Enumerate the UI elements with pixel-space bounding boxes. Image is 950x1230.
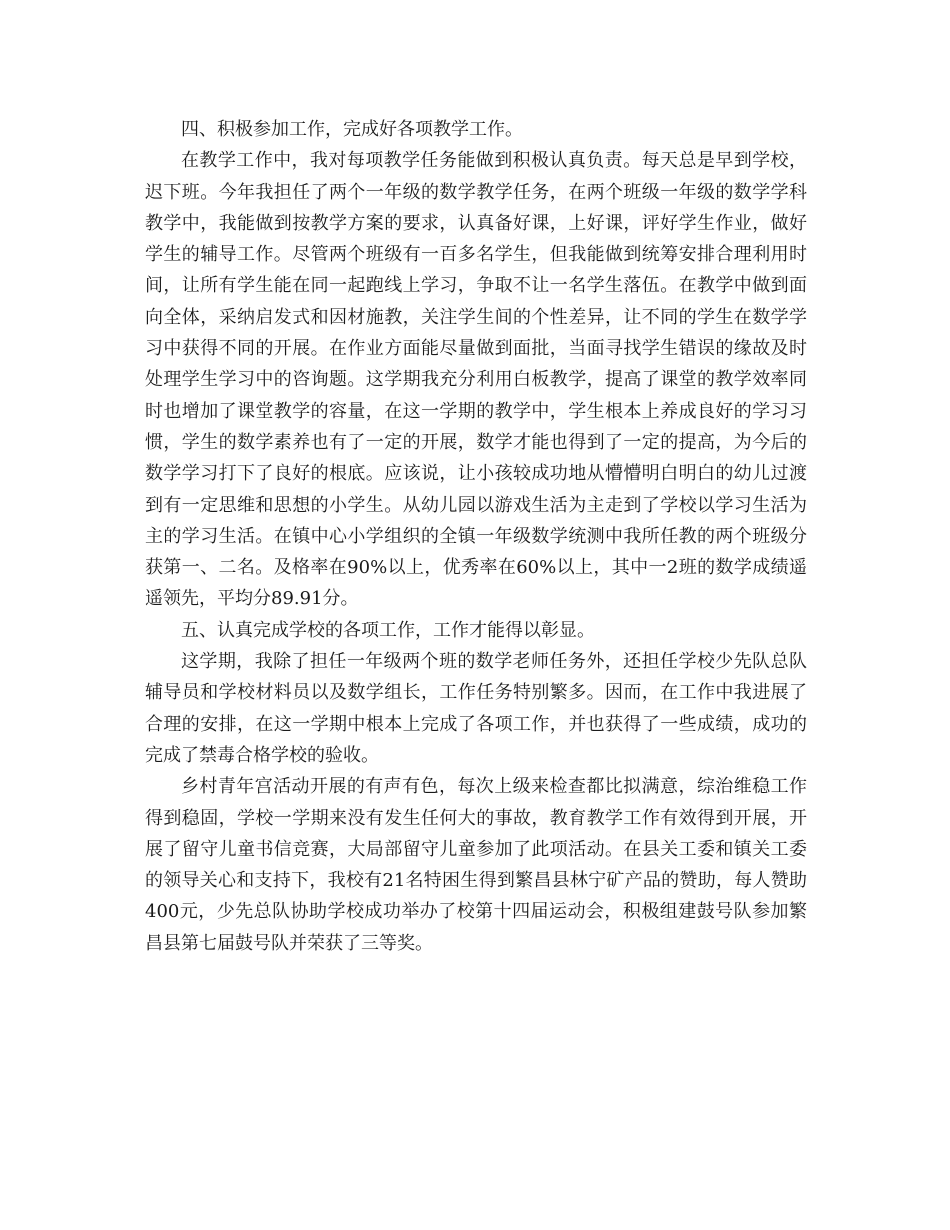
paragraph-activities: 乡村青年宫活动开展的有声有色，每次上级来检查都比拟满意，综治维稳工作得到稳固，学校一学期来没有发生任何大的事故，教育教学工作有效得到开展，开展了留守儿童书信竞赛，大局部留守儿童参加了此项活动。在县关工委和镇关工委的领导关心和支持下，我校有21名特困生得到繁昌县林宁矿产品的赞助，每人赞助400元，少先总队协助学校成功举办了校第十四届运动会，积极组建鼓号队参加繁昌县第七届鼓号队并荣获了三等奖。 (145, 776, 807, 954)
section-heading-5: 五、认真完成学校的各项工作，工作才能得以彰显。 (181, 619, 595, 641)
document-body (145, 114, 807, 959)
paragraph-teaching-work: 在教学工作中，我对每项教学任务能做到积极认真负责。每天总是早到学校，迟下班。今年我担任了两个一年级的数学教学任务，在两个班级一年级的数学学科教学中，我能做到按教学方案的要求，认真备好课，上好课，评好学生作业，做好学生的辅导工作。尽管两个班级有一百多名学生，但我能做到统筹安排合理利用时间，让所有学生能在同一起跑线上学习，争取不让一名学生落伍。在教学中做到面向全体，采纳启发式和因材施教，关注学生间的个性差异，让不同的学生在数学学习中获得不同的开展。在作业方面能尽量做到面批，当面寻找学生错误的缘故及时处理学生学习中的咨询题。这学期我充分利用白板教学，提高了课堂的教学效率同时也增加了课堂教学的容量，在这一学期的教学中，学生根本上养成良好的学习习惯，学生的数学素养也有了一定的开展，数学才能也得到了一定的提高，为今后的数学学习打下了良好的根底。应该说，让小孩较成功地从懵懵明白明白的幼儿过渡到有一定思维和思想的小学生。从幼儿园以游戏生活为主走到了学校以学习生活为主的学习生活。在镇中心小学组织的全镇一年级数学统测中我所任教的两个班级分获第一、二名。及格率在90%以上，优秀率在60%以上，其中一2班的数学成绩遥遥领先，平均分89.91分。 (145, 150, 807, 610)
section-heading-4: 四、积极参加工作，完成好各项教学工作。 (181, 119, 523, 140)
paragraph-school-duties: 这学期，我除了担任一年级两个班的数学老师任务外，还担任学校少先队总队辅导员和学校材料员以及数学组长，工作任务特别繁多。因而，在工作中我进展了合理的安排，在这一学期中根本上完成了各项工作，并也获得了一些成绩，成功的完成了禁毒合格学校的验收。 (145, 651, 807, 766)
